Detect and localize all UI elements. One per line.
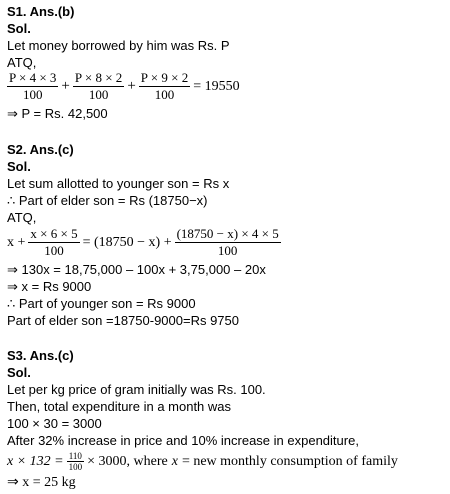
s3-rhs-b: = new monthly consumption of family [181, 453, 398, 469]
s2-f2-denominator: 100 [217, 243, 238, 258]
s2-f1-numerator: x × 6 × 5 [30, 226, 78, 241]
s3-line3: 100 × 30 = 3000 [7, 416, 102, 431]
s1-result: ⇒ P = Rs. 42,500 [7, 106, 108, 121]
s2-step1: ⇒ 130x = 18,75,000 – 100x + 3,75,000 – 20x [7, 262, 266, 277]
s3-lhs: x × 132 = [7, 453, 64, 469]
s1-fraction-2 [73, 70, 124, 103]
s3-f-numerator: 110 [67, 451, 85, 462]
s1-fraction-1 [7, 70, 58, 103]
s1-f3-numerator: P × 9 × 2 [140, 70, 189, 85]
s1-sol-label: Sol. [7, 21, 31, 36]
s1-atq: ATQ, [7, 55, 37, 70]
s2-equation [7, 226, 281, 259]
s3-sol-label: Sol. [7, 365, 31, 380]
s1-f1-numerator: P × 4 × 3 [9, 70, 57, 85]
s2-step4: Part of elder son =18750-9000=Rs 9750 [7, 313, 240, 328]
s2-atq: ATQ, [7, 210, 37, 225]
s2-fraction-1 [28, 226, 79, 259]
s2-middle: = (18750 − x) + [82, 234, 172, 250]
s2-fraction-2 [175, 226, 281, 259]
s2-step2: ⇒ x = Rs 9000 [7, 279, 92, 294]
s2-heading: S2. Ans.(c) [7, 142, 74, 157]
s3-equation [7, 451, 401, 472]
s1-line1: Let money borrowed by him was Rs. P [7, 38, 230, 53]
s2-line2: ∴ Part of elder son = Rs (18750−x) [7, 193, 208, 208]
s1-f1-denominator: 100 [22, 87, 43, 102]
s3-heading: S3. Ans.(c) [7, 348, 74, 363]
s3-var: x [171, 453, 178, 469]
s1-fraction-3 [139, 70, 190, 103]
s1-f2-numerator: P × 8 × 2 [74, 70, 123, 85]
s1-plus-1: + [61, 78, 70, 94]
s3-rhs-a: × 3000, where [87, 453, 168, 469]
s1-equation [7, 70, 243, 103]
s3-line2: Then, total expenditure in a month was [7, 399, 232, 414]
s3-line1: Let per kg price of gram initially was Rs. 100. [7, 382, 266, 397]
s2-step3: ∴ Part of younger son = Rs 9000 [7, 296, 196, 311]
s2-lhs: x + [7, 234, 26, 250]
s1-heading: S1. Ans.(b) [7, 4, 75, 19]
s2-line1: Let sum allotted to younger son = Rs x [7, 176, 230, 191]
s3-f-denominator: 100 [68, 462, 83, 472]
s1-f3-denominator: 100 [154, 87, 175, 102]
s1-plus-2: + [127, 78, 136, 94]
s1-f2-denominator: 100 [88, 87, 109, 102]
s2-f1-denominator: 100 [44, 243, 64, 258]
s1-rhs: = 19550 [193, 78, 240, 94]
s2-sol-label: Sol. [7, 159, 31, 174]
s3-fraction [67, 451, 85, 472]
s2-f2-numerator: (18750 − x) × 4 × 5 [176, 226, 279, 241]
s3-result: ⇒ x = 25 kg [7, 475, 76, 490]
s3-line4: After 32% increase in price and 10% increase in expenditure, [7, 433, 359, 448]
